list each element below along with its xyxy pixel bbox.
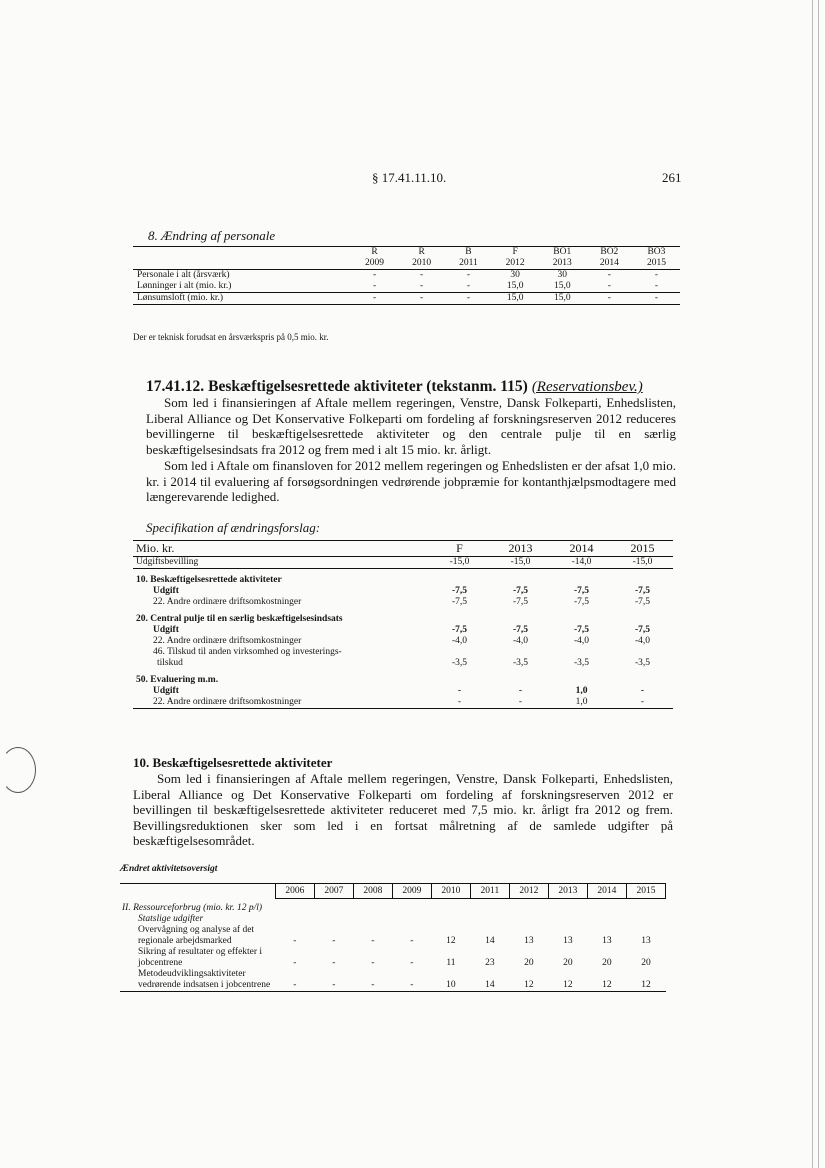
spec-cell xyxy=(551,647,612,658)
activity-year-header: 2009 xyxy=(392,884,431,899)
activity-year-header: 2010 xyxy=(431,884,470,899)
staff-cell: 30 xyxy=(557,270,567,280)
activity-cell: 14 xyxy=(485,935,495,946)
section-10-heading: 10. Beskæftigelsesrettede aktiviteter xyxy=(133,755,333,770)
activity-cell: - xyxy=(410,979,414,990)
staff-row-label: Personale i alt (årsværk) xyxy=(137,270,230,280)
spec-cell: -7,5 xyxy=(451,586,468,596)
spec-cell xyxy=(429,569,490,587)
spec-cell xyxy=(429,608,490,625)
spec-row-label: 50. Evaluering m.m. xyxy=(136,675,219,685)
staff-col-type: BO3 xyxy=(647,247,666,257)
activity-cell: 12 xyxy=(446,935,456,946)
spec-col-header: F xyxy=(456,541,463,555)
spec-cell: - xyxy=(640,686,645,696)
staff-col-type: R xyxy=(371,247,378,257)
staff-table xyxy=(133,246,680,305)
spec-row xyxy=(133,557,673,569)
staff-cell: 30 xyxy=(510,270,520,280)
spec-row xyxy=(133,647,673,658)
activity-cell: - xyxy=(332,957,336,968)
spec-cell xyxy=(429,647,490,658)
staff-cell: 15,0 xyxy=(506,281,524,291)
staff-cell: - xyxy=(372,281,377,291)
staff-col-type: B xyxy=(465,247,472,257)
activity-sub-label: Statslige udgifter xyxy=(138,913,204,924)
staff-cell: - xyxy=(654,281,659,291)
spec-row-label: 22. Andre ordinære driftsomkostninger xyxy=(153,597,302,607)
activity-cell: - xyxy=(371,957,375,968)
spec-cell: -4,0 xyxy=(512,636,529,646)
staff-col-year: 2009 xyxy=(365,258,385,268)
activity-cell: - xyxy=(332,979,336,990)
staff-cell: - xyxy=(372,270,377,280)
activity-group-label: Ressourceforbrug (mio. kr. 12 p/l) xyxy=(133,902,263,913)
spec-row xyxy=(133,597,673,608)
staff-cell: - xyxy=(607,270,611,280)
spec-row-label: 10. Beskæftigelsesrettede aktiviteter xyxy=(136,575,282,585)
spec-cell: -7,5 xyxy=(512,625,529,635)
staff-cell: - xyxy=(420,293,424,303)
spec-cell: - xyxy=(640,697,645,707)
staff-row xyxy=(133,270,680,282)
page-number: 261 xyxy=(662,170,682,185)
staff-cell: 15,0 xyxy=(553,293,571,303)
staff-cell: - xyxy=(466,293,470,303)
spec-row xyxy=(133,686,673,697)
activity-year-header: 2008 xyxy=(353,884,392,899)
spec-row-label: Udgift xyxy=(153,586,179,596)
staff-cell: 15,0 xyxy=(506,293,524,303)
activity-cell: 11 xyxy=(446,957,456,968)
activity-title: Ændret aktivitetsoversigt xyxy=(120,864,218,874)
activity-cell: 10 xyxy=(446,979,456,990)
activity-cell: 20 xyxy=(524,957,534,968)
spec-cell xyxy=(551,608,612,625)
staff-cell: - xyxy=(420,270,424,280)
spec-cell: -7,5 xyxy=(573,597,590,607)
spec-col-header: 2014 xyxy=(569,541,594,555)
spec-cell xyxy=(429,669,490,686)
section-10-text: Som led i finansieringen af Aftale mellem regeringen, Venstre, Dansk Folkeparti, Enhedslisten, Liberal Alliance og Det Konservative Folkeparti om fordeling af forskningsreserven 2012 er bevillingen til beskæftigelsesrettede aktiviteter reduceret med 7,5 mio. kr. årligt fra 2012 og frem. Bevillingsreduktionen sker som led i en fortsat målretning af de samlede udgifter på beskæftigelsesområdet. xyxy=(133,771,673,849)
spec-cell: -3,5 xyxy=(512,658,529,668)
activity-row xyxy=(120,947,666,969)
staff-col-type: R xyxy=(418,247,425,257)
spec-cell xyxy=(490,608,551,625)
intro-paragraph-2: Som led i Aftale om finansloven for 2012 mellem regeringen og Enhedslisten er der afsat 1,0 mio. kr. i 2014 til evaluering af forsøgsordningen vedrørende jobpræmie for kontanthjælpsmodtagere med længerevarende ledighed. xyxy=(146,458,676,505)
main-heading-number: 17.41.12. xyxy=(146,378,205,395)
activity-cell: - xyxy=(293,935,297,946)
activity-year-header: 2011 xyxy=(470,884,509,899)
intro-paragraph-1: Som led i finansieringen af Aftale mellem regeringen, Venstre, Dansk Folkeparti, Enhedslisten, Liberal Alliance og Det Konservative Folkeparti om fordeling af forskningsreserven 2012 reduceres bevillingerne til beskæftigelsesrettede aktiviteter og den centrale pulje til en særlig beskæftigelsesindsats fra 2012 og frem med i alt 15 mio. kr. årligt. xyxy=(146,395,676,457)
activity-year-header: 2014 xyxy=(587,884,626,899)
activity-group-row xyxy=(120,899,666,914)
spec-row xyxy=(133,658,673,669)
staff-table-title: 8. Ændring af personale xyxy=(148,228,276,243)
activity-cell: - xyxy=(293,979,297,990)
spec-cell xyxy=(612,569,673,587)
spec-cell xyxy=(612,608,673,625)
spec-cell: -15,0 xyxy=(510,557,531,567)
activity-roman: II. xyxy=(122,902,131,913)
staff-cell: - xyxy=(607,293,611,303)
activity-row-label: Overvågning og analyse af det regionale arbejdsmarked xyxy=(138,924,255,946)
spec-row xyxy=(133,586,673,597)
spec-cell: -3,5 xyxy=(634,658,651,668)
spec-row-label: Udgift xyxy=(153,686,179,696)
spec-cell: -7,5 xyxy=(512,597,529,607)
staff-col-year: 2011 xyxy=(459,258,478,268)
activity-cell: 12 xyxy=(641,979,651,990)
main-heading xyxy=(146,378,643,396)
activity-row-label: Metodeudviklingsaktiviteter vedrørende indsatsen i jobcentrene xyxy=(138,968,271,990)
spec-row-label: Udgiftsbevilling xyxy=(136,557,199,567)
staff-col-type: BO2 xyxy=(600,247,619,257)
staff-cell: - xyxy=(372,293,377,303)
spec-col-header: 2013 xyxy=(508,541,533,555)
activity-cell: 14 xyxy=(485,979,495,990)
spec-cell: -7,5 xyxy=(512,586,529,596)
activity-cell: 13 xyxy=(524,935,534,946)
spec-cell: 1,0 xyxy=(575,686,588,696)
spec-row xyxy=(133,697,673,709)
spec-row-label: Udgift xyxy=(153,625,179,635)
spec-cell: -7,5 xyxy=(451,625,468,635)
spec-cell xyxy=(612,669,673,686)
activity-year-header: 2013 xyxy=(548,884,587,899)
activity-row xyxy=(120,969,666,992)
activity-row xyxy=(120,925,666,947)
spec-row xyxy=(133,608,673,625)
staff-row-label: Lønsumsloft (mio. kr.) xyxy=(137,293,224,303)
activity-cell: 23 xyxy=(485,957,495,968)
activity-cell: 20 xyxy=(602,957,612,968)
spec-cell: -15,0 xyxy=(449,557,470,567)
spec-row xyxy=(133,625,673,636)
spec-row xyxy=(133,669,673,686)
spec-cell: -7,5 xyxy=(573,586,590,596)
spec-unit: Mio. kr. xyxy=(136,541,175,555)
page-edge-line xyxy=(812,0,813,1168)
spec-cell: - xyxy=(457,686,462,696)
spec-cell: -7,5 xyxy=(634,586,651,596)
staff-cell: - xyxy=(654,293,659,303)
activity-year-header: 2006 xyxy=(275,884,314,899)
spec-cell: - xyxy=(518,686,523,696)
spec-cell: -4,0 xyxy=(634,636,651,646)
activity-row-label: Sikring af resultater og effekter i jobcentrene xyxy=(138,946,263,968)
spec-col-header: 2015 xyxy=(630,541,655,555)
staff-col-year: 2013 xyxy=(552,258,572,268)
spec-cell: - xyxy=(457,697,462,707)
spec-row-label: 22. Andre ordinære driftsomkostninger xyxy=(153,636,302,646)
spec-cell: -3,5 xyxy=(451,658,468,668)
activity-cell: 13 xyxy=(602,935,612,946)
spec-cell: -4,0 xyxy=(573,636,590,646)
spec-row-label: 22. Andre ordinære driftsomkostninger xyxy=(153,697,302,707)
spec-row xyxy=(133,569,673,587)
activity-group-cell xyxy=(120,899,275,914)
staff-col-year: 2012 xyxy=(505,258,525,268)
staff-cell: - xyxy=(466,281,470,291)
spec-cell: -7,5 xyxy=(634,625,651,635)
activity-year-header: 2012 xyxy=(509,884,548,899)
activity-table xyxy=(120,883,666,992)
activity-cell: 12 xyxy=(602,979,612,990)
page-edge-line xyxy=(818,0,819,1168)
margin-circle-mark xyxy=(0,747,36,793)
activity-cell: 12 xyxy=(524,979,534,990)
spec-cell: -7,5 xyxy=(573,625,590,635)
spec-cell xyxy=(490,669,551,686)
activity-cell: - xyxy=(371,979,375,990)
staff-col-year: 2010 xyxy=(412,258,432,268)
activity-cell: 13 xyxy=(641,935,651,946)
spec-cell xyxy=(551,569,612,587)
staff-row xyxy=(133,281,680,293)
staff-cell: - xyxy=(420,281,424,291)
spec-cell: -7,5 xyxy=(451,597,468,607)
spec-cell: -4,0 xyxy=(451,636,468,646)
main-heading-tag: (Reservationsbev.) xyxy=(531,379,643,395)
spec-table xyxy=(133,540,673,709)
staff-col-type: F xyxy=(512,247,518,257)
activity-cell: 12 xyxy=(563,979,573,990)
spec-cell: 1,0 xyxy=(575,697,588,707)
spec-row-label: tilskud xyxy=(157,658,183,668)
spec-cell: -7,5 xyxy=(634,597,651,607)
staff-col-year: 2015 xyxy=(646,258,666,268)
activity-year-header: 2007 xyxy=(314,884,353,899)
spec-cell: -3,5 xyxy=(573,658,590,668)
staff-cell: 15,0 xyxy=(553,281,571,291)
spec-row xyxy=(133,636,673,647)
spec-cell xyxy=(612,647,673,658)
spec-row-label: 46. Tilskud til anden virksomhed og investerings- xyxy=(153,647,342,657)
activity-cell: 20 xyxy=(641,957,651,968)
staff-row-label: Lønninger i alt (mio. kr.) xyxy=(137,281,232,291)
activity-cell: 13 xyxy=(563,935,573,946)
spec-row-label: 20. Central pulje til en særlig beskæftigelsesindsats xyxy=(136,614,343,624)
activity-cell: 20 xyxy=(563,957,573,968)
section-reference: § 17.41.11.10. xyxy=(372,170,447,185)
activity-cell: - xyxy=(410,935,414,946)
spec-cell xyxy=(490,647,551,658)
staff-row xyxy=(133,293,680,305)
spec-cell: - xyxy=(518,697,523,707)
activity-sub-row xyxy=(120,914,666,925)
spec-cell xyxy=(551,669,612,686)
staff-cell: - xyxy=(654,270,659,280)
spec-cell: -15,0 xyxy=(632,557,653,567)
spec-title: Specifikation af ændringsforslag: xyxy=(146,520,321,535)
spec-cell: -14,0 xyxy=(571,557,592,567)
staff-col-type: BO1 xyxy=(553,247,572,257)
staff-note: Der er teknisk forudsat en årsværkspris på 0,5 mio. kr. xyxy=(133,332,329,342)
activity-cell: - xyxy=(371,935,375,946)
staff-col-year: 2014 xyxy=(599,258,619,268)
activity-cell: - xyxy=(332,935,336,946)
activity-cell: - xyxy=(410,957,414,968)
main-heading-text: Beskæftigelsesrettede aktiviteter (tekstanm. 115) xyxy=(208,378,528,395)
activity-cell: - xyxy=(293,957,297,968)
spec-cell xyxy=(490,569,551,587)
staff-cell: - xyxy=(607,281,611,291)
activity-year-header: 2015 xyxy=(626,884,665,899)
staff-cell: - xyxy=(466,270,470,280)
